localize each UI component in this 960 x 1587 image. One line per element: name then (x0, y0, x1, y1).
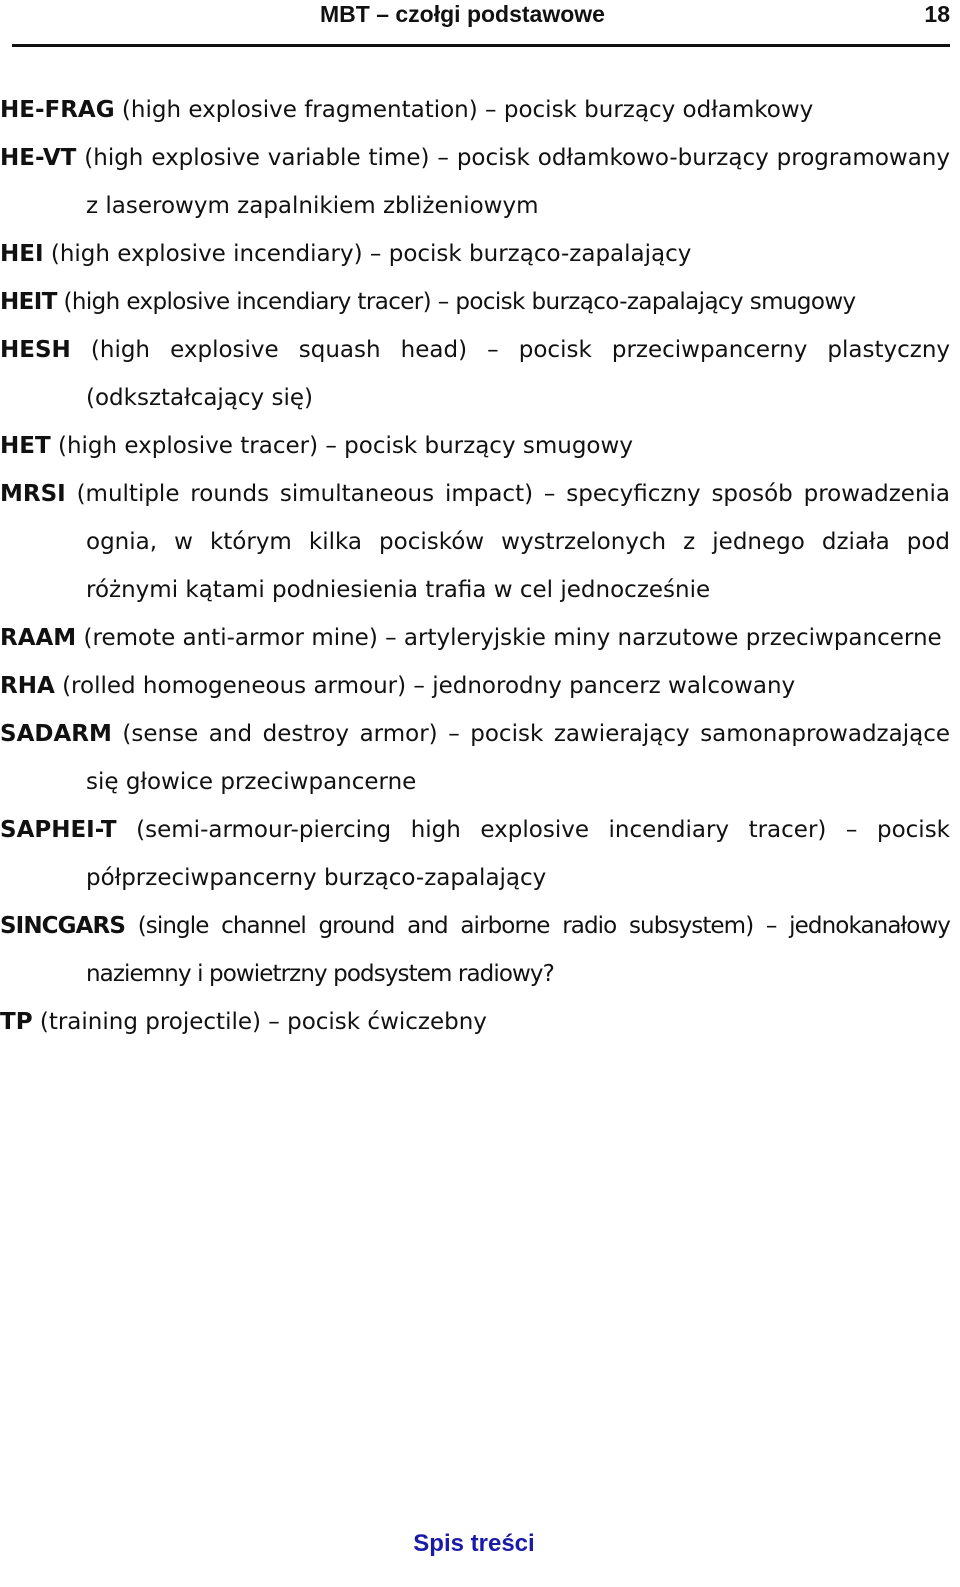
entry-definition: (high explosive fragmentation) – pocisk burzący odłamkowy (121, 97, 814, 123)
entry-abbreviation: HET (0, 433, 51, 459)
entry-abbreviation: HEIT (0, 289, 57, 315)
glossary-list (0, 86, 950, 1046)
glossary-entry (0, 422, 950, 470)
entry-abbreviation: TP (0, 1009, 33, 1035)
entry-definition: (rolled homogeneous armour) – jednorodny pancerz walcowany (62, 673, 796, 699)
entry-abbreviation: RAAM (0, 625, 77, 651)
running-title: MBT – czołgi podstawowe (320, 1, 605, 27)
glossary-entry (0, 614, 950, 662)
entry-abbreviation: SAPHEI-T (0, 817, 117, 843)
glossary-entry (0, 806, 950, 902)
page-number: 18 (924, 1, 950, 27)
table-of-contents-link[interactable]: Spis treści (413, 1530, 535, 1557)
entry-abbreviation: HEI (0, 241, 44, 267)
entry-definition: (semi-armour-piercing high explosive incendiary tracer) – pocisk półprzeciwpancerny burząco-zapalający (86, 817, 950, 891)
header-divider (12, 44, 950, 47)
entry-abbreviation: HE-FRAG (0, 97, 115, 123)
entry-abbreviation: HE-VT (0, 145, 77, 171)
glossary-entry (0, 278, 950, 326)
entry-definition: (high explosive squash head) – pocisk przeciwpancerny plastyczny (odkształcający się) (86, 337, 951, 411)
entry-definition: (training projectile) – pocisk ćwiczebny (39, 1009, 487, 1035)
entry-abbreviation: MRSI (0, 481, 66, 507)
entry-definition: (high explosive variable time) – pocisk odłamkowo-burzący programowany z laserowym zapalnikiem zbliżeniowym (84, 145, 950, 219)
entry-definition: (high explosive incendiary tracer) – pocisk burząco-zapalający smugowy (63, 289, 856, 315)
entry-definition: (multiple rounds simultaneous impact) – specyficzny sposób prowadzenia ognia, w którym kilka pocisków wystrzelonych z jednego działa pod różnymi kątami podniesienia trafia w cel jednocześnie (76, 481, 951, 603)
entry-abbreviation: SINCGARS (0, 913, 126, 939)
glossary-entry (0, 326, 950, 422)
entry-abbreviation: RHA (0, 673, 55, 699)
entry-definition: (single channel ground and airborne radio subsystem) – jednokanałowy naziemny i powietrzny podsystem radiowy? (86, 913, 950, 987)
entry-abbreviation: SADARM (0, 721, 112, 747)
glossary-entry (0, 662, 950, 710)
entry-definition: (sense and destroy armor) – pocisk zawierający samonaprowadzające się głowice przeciwpancerne (86, 721, 950, 795)
glossary-entry (0, 902, 950, 998)
glossary-entry (0, 710, 950, 806)
entry-definition: (high explosive tracer) – pocisk burzący smugowy (57, 433, 633, 459)
glossary-entry (0, 134, 950, 230)
entry-abbreviation: HESH (0, 337, 71, 363)
glossary-entry (0, 230, 950, 278)
entry-definition: (high explosive incendiary) – pocisk burząco-zapalający (50, 241, 692, 267)
glossary-entry (0, 470, 950, 614)
page-header (0, 0, 960, 48)
glossary-entry (0, 86, 950, 134)
glossary-entry (0, 998, 950, 1046)
entry-definition: (remote anti-armor mine) – artyleryjskie miny narzutowe przeciwpancerne (83, 625, 942, 651)
